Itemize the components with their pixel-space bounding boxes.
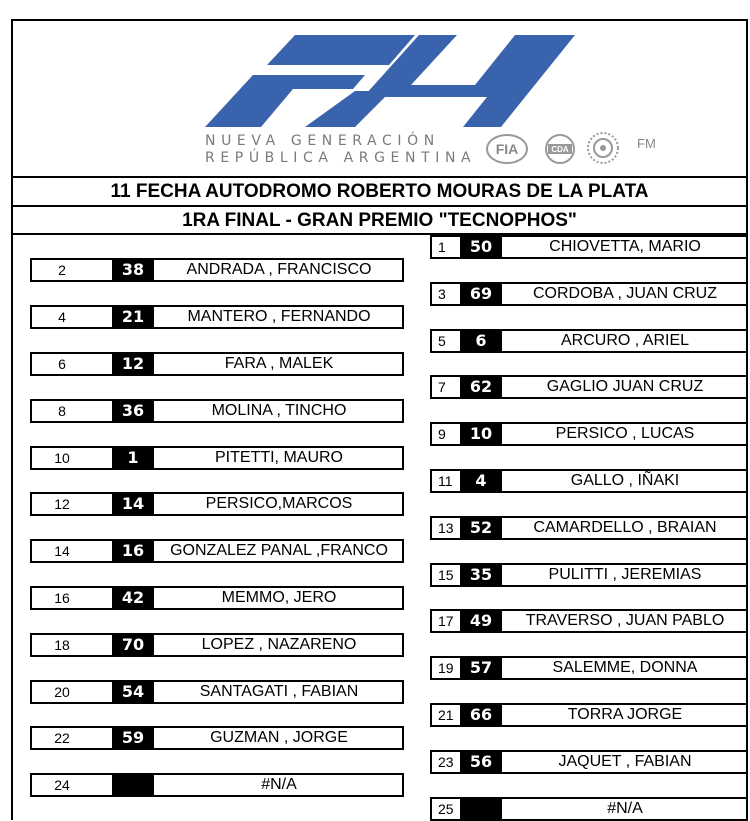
car-number: 35	[460, 564, 502, 586]
driver-name: SALEMME, DONNA	[552, 659, 698, 677]
grid-row	[430, 235, 748, 259]
grid-row	[430, 656, 748, 680]
grid-position: 15	[438, 566, 454, 583]
car-number: 12	[112, 353, 154, 375]
grid-row	[30, 352, 404, 376]
car-number: 69	[460, 283, 502, 305]
grid-position: 16	[54, 590, 70, 606]
driver-name: ARCURO , ARIEL	[560, 331, 690, 349]
driver-name: PITETTI, MAURO	[215, 448, 343, 466]
grid-row	[30, 492, 404, 516]
car-number: 38	[112, 259, 154, 281]
grid-position: 3	[438, 285, 446, 302]
grid-row	[430, 797, 748, 821]
grid-row	[30, 726, 404, 750]
car-number: 62	[460, 376, 502, 398]
grid-row	[30, 258, 404, 282]
grid-position: 13	[438, 519, 454, 536]
badge-fm-f: FM	[637, 136, 656, 151]
car-number	[112, 774, 154, 796]
car-number: 14	[112, 493, 154, 515]
grid-row	[430, 469, 748, 493]
grid-row	[30, 539, 404, 563]
car-number: 66	[460, 704, 502, 726]
driver-name: TORRA JORGE	[567, 706, 683, 723]
grid-position: 4	[58, 309, 66, 326]
driver-name: #N/A	[607, 799, 643, 817]
car-number: 36	[112, 400, 154, 422]
grid-position: 23	[438, 753, 454, 770]
grid-position: 5	[438, 332, 446, 349]
grid-position: 17	[438, 613, 454, 630]
grid-position: 18	[54, 636, 70, 653]
grid-position: 25	[438, 800, 454, 817]
grid-row	[430, 516, 748, 540]
car-number: 57	[460, 657, 502, 679]
badge-cda-text: CDA	[551, 145, 569, 154]
grid-row	[430, 422, 748, 446]
driver-name: GUZMAN , JORGE	[210, 729, 348, 747]
car-number: 59	[112, 727, 154, 749]
car-number: 52	[460, 517, 502, 539]
driver-name: MANTERO , FERNANDO	[187, 308, 371, 326]
event-title: 11 FECHA AUTODROMO ROBERTO MOURAS DE LA PLATA	[11, 176, 748, 206]
grid-row	[430, 750, 748, 774]
grid-position: 12	[54, 496, 70, 513]
grid-position: 10	[54, 449, 70, 466]
car-number: 6	[460, 330, 502, 352]
grid-position: 7	[438, 379, 446, 396]
driver-name: GAGLIO JUAN CRUZ	[546, 378, 704, 396]
car-number: 1	[112, 447, 154, 469]
grid-row	[30, 305, 404, 329]
car-number: 4	[460, 470, 502, 492]
car-number: 21	[112, 306, 154, 328]
driver-name: PERSICO,MARCOS	[205, 495, 353, 513]
driver-name: MOLINA , TINCHO	[211, 401, 347, 419]
driver-name: #N/A	[261, 776, 297, 794]
grid-row	[430, 329, 748, 353]
grid-position: 14	[54, 543, 70, 560]
grid-position: 6	[58, 356, 66, 372]
grid-row	[430, 703, 748, 727]
grid-position: 21	[438, 707, 454, 723]
grid-position: 9	[438, 426, 446, 443]
car-number: 50	[460, 236, 502, 258]
car-number	[460, 798, 502, 820]
grid-position: 19	[438, 660, 454, 677]
driver-name: CAMARDELLO , BRAIAN	[533, 518, 717, 536]
organization-line-1: NUEVA GENERACIÓN	[205, 133, 440, 149]
grid-position: 2	[58, 262, 66, 279]
car-number: 56	[460, 751, 502, 773]
grid-row	[430, 563, 748, 587]
badge-fia-text: FIA	[495, 141, 519, 157]
driver-name: TRAVERSO , JUAN PABLO	[525, 612, 725, 630]
organization-line-2: REPÚBLICA ARGENTINA	[205, 150, 477, 166]
car-number: 70	[112, 634, 154, 656]
grid-position: 22	[54, 730, 70, 747]
driver-name: ANDRADA , FRANCISCO	[186, 261, 372, 279]
race-title: 1RA FINAL - GRAN PREMIO "TECNOPHOS"	[11, 205, 748, 235]
driver-name: GONZALEZ PANAL ,FRANCO	[170, 542, 388, 560]
driver-name: CHIOVETTA, MARIO	[549, 238, 701, 255]
grid-position: 8	[58, 402, 66, 419]
driver-name: PULITTI , JEREMIAS	[548, 565, 702, 583]
cda-badge-icon	[543, 134, 577, 164]
grid-row	[30, 446, 404, 470]
grid-position: 11	[438, 473, 453, 489]
driver-name: FARA , MALEK	[224, 355, 334, 372]
car-number: 42	[112, 587, 154, 609]
car-number: 10	[460, 423, 502, 445]
car-number: 54	[112, 681, 154, 703]
driver-name: MEMMO, JERO	[221, 589, 337, 606]
driver-name: SANTAGATI , FABIAN	[199, 682, 359, 700]
f4-logo-icon	[205, 35, 575, 127]
driver-name: JAQUET , FABIAN	[558, 752, 692, 770]
grid-row	[30, 633, 404, 657]
driver-name: LOPEZ , NAZARENO	[201, 635, 357, 653]
fm-badge-icon	[636, 134, 658, 164]
grid-row	[430, 375, 748, 399]
driver-name: CORDOBA , JUAN CRUZ	[532, 284, 717, 302]
grid-row	[30, 773, 404, 797]
driver-name: GALLO , IÑAKI	[570, 472, 680, 489]
car-number: 49	[460, 610, 502, 632]
grid-row	[430, 282, 748, 306]
grid-position: 20	[54, 683, 70, 700]
fia-badge-icon	[486, 134, 528, 164]
grid-position: 1	[438, 239, 446, 255]
grid-row	[30, 586, 404, 610]
car-number: 16	[112, 540, 154, 562]
driver-name: PERSICO , LUCAS	[555, 425, 695, 443]
grid-row	[430, 609, 748, 633]
grid-row	[30, 680, 404, 704]
seal-badge-icon	[586, 131, 620, 165]
grid-position: 24	[54, 777, 70, 794]
grid-row	[30, 399, 404, 423]
